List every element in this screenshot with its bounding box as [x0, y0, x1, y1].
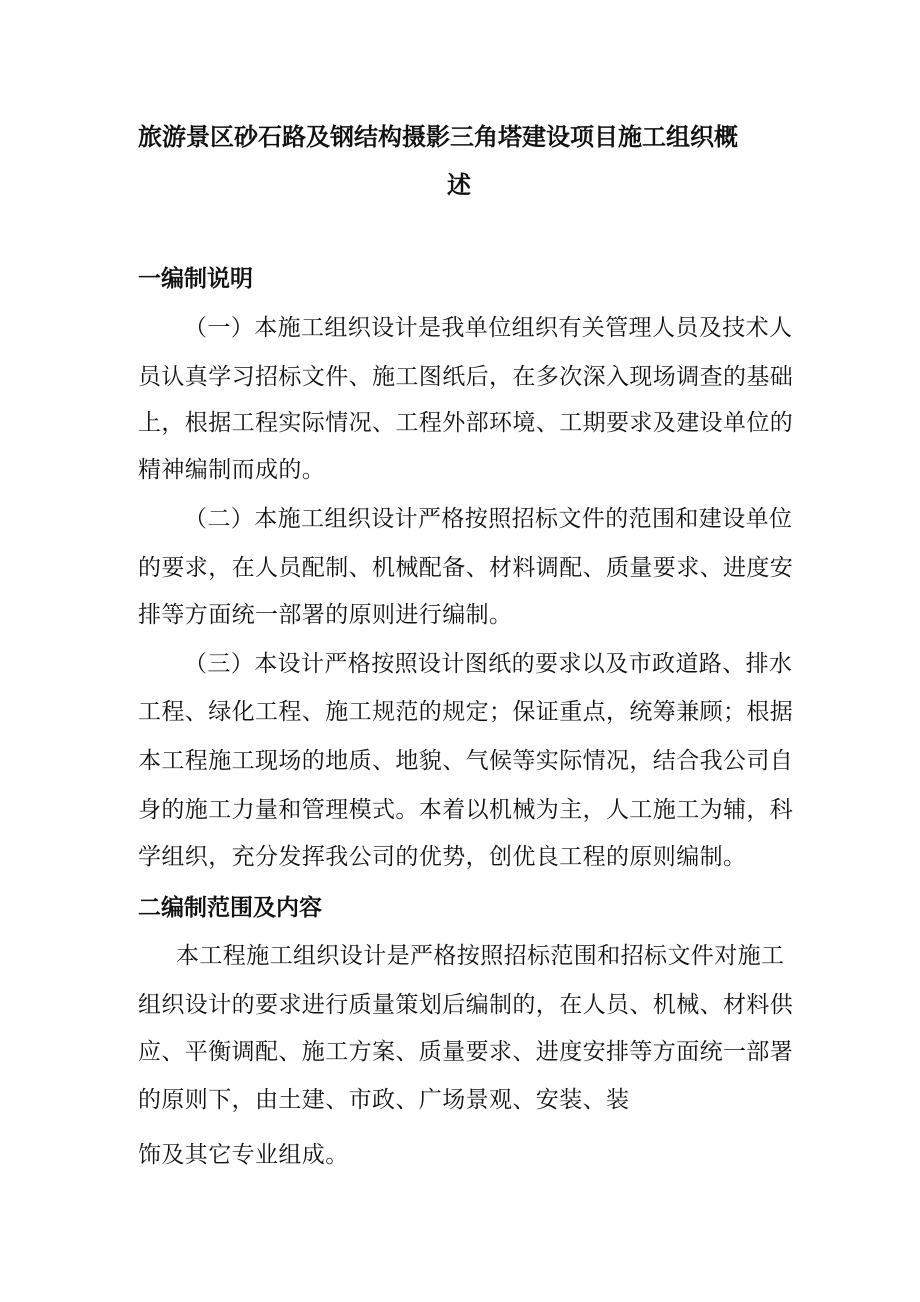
section-2-paragraph-line: 应、平衡调配、施工方案、质量要求、进度安排等方面统一部署 [138, 1039, 794, 1065]
section-1-heading: 一编制说明 [138, 265, 253, 292]
section-2-paragraph-line: 饰及其它专业组成。 [138, 1142, 349, 1168]
section-1-paragraph-line: 身的施工力量和管理模式。本着以机械为主，人工施工为辅，科 [138, 797, 794, 823]
section-1-paragraph-line: 排等方面统一部署的原则进行编制。 [138, 602, 513, 628]
section-1-paragraph-line: （一）本施工组织设计是我单位组织有关管理人员及技术人 [184, 315, 793, 341]
section-1-paragraph-line: 本工程施工现场的地质、地貌、气候等实际情况，结合我公司自 [138, 748, 794, 774]
section-1-paragraph-line: 学组织，充分发挥我公司的优势，创优良工程的原则编制。 [138, 844, 747, 870]
section-1-paragraph-line: （三）本设计严格按照设计图纸的要求以及市政道路、排水 [184, 651, 793, 677]
section-2-paragraph-line: 本工程施工组织设计是严格按照招标范围和招标文件对施工 [176, 943, 785, 969]
section-1-paragraph-line: 工程、绿化工程、施工规范的规定；保证重点，统筹兼顾；根据 [138, 699, 794, 725]
section-2-paragraph-line: 组织设计的要求进行质量策划后编制的，在人员、机械、材料供 [138, 992, 794, 1018]
document-title-line-2: 述 [447, 170, 471, 199]
section-2-heading: 二编制范围及内容 [138, 894, 322, 921]
section-1-paragraph-line: 员认真学习招标文件、施工图纸后，在多次深入现场调查的基础 [138, 364, 794, 390]
section-1-paragraph-line: 的要求，在人员配制、机械配备、材料调配、质量要求、进度安 [138, 555, 794, 581]
section-1-paragraph-line: （二）本施工组织设计严格按照招标文件的范围和建设单位 [184, 506, 793, 532]
section-1-paragraph-line: 精神编制而成的。 [138, 457, 326, 483]
document-title-line-1: 旅游景区砂石路及钢结构摄影三角塔建设项目施工组织概 [138, 122, 738, 151]
section-2-paragraph-line: 的原则下，由土建、市政、广场景观、安装、装 [138, 1087, 630, 1113]
section-1-paragraph-line: 上，根据工程实际情况、工程外部环境、工期要求及建设单位的 [138, 410, 794, 436]
